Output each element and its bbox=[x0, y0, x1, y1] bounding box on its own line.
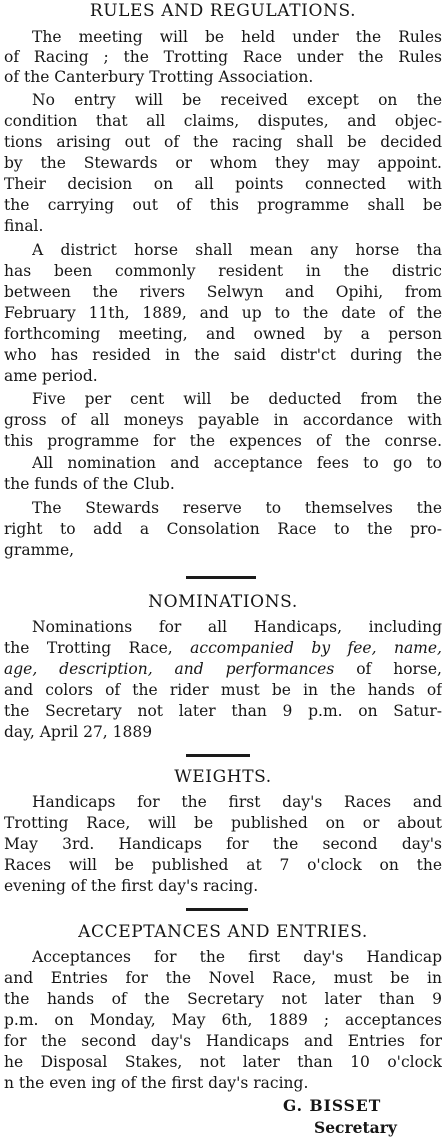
rules-line: right to add a Consolation Race to the pro- bbox=[4, 520, 442, 538]
nominations-text: the Trotting Race, bbox=[4, 639, 191, 657]
nominations-line: the Secretary not later than 9 p.m. on Satur- bbox=[4, 702, 442, 720]
signature-title: Secretary bbox=[314, 1118, 397, 1137]
weights-line: Trotting Race, will be published on or about bbox=[4, 814, 442, 832]
rules-line: tions arising out of the racing shall be decided bbox=[4, 133, 442, 151]
rules-line: of the Canterbury Trotting Association. bbox=[4, 68, 314, 86]
nominations-emphasis: accompanied by fee, name, bbox=[190, 639, 442, 657]
rules-line: final. bbox=[4, 217, 44, 235]
rules-line: this programme for the expences of the conrse. bbox=[4, 432, 442, 450]
acceptances-line: n the even ing of the first day's racing. bbox=[4, 1074, 309, 1092]
rules-line: the carrying out of this programme shall be bbox=[4, 196, 442, 214]
section-divider bbox=[186, 908, 248, 911]
rules-line: forthcoming meeting, and owned by a person bbox=[4, 325, 442, 343]
rules-line: ame period. bbox=[4, 367, 98, 385]
nominations-line: day, April 27, 1889 bbox=[4, 723, 153, 741]
rules-line: Five per cent will be deducted from the bbox=[32, 390, 442, 408]
rules-line: February 11th, 1889, and up to the date of the bbox=[4, 304, 442, 322]
rules-line: of Racing ; the Trotting Race under the Rules bbox=[4, 48, 442, 66]
weights-line: evening of the first day's racing. bbox=[4, 877, 259, 895]
signature-name: G. BISSET bbox=[283, 1096, 382, 1115]
section-divider bbox=[186, 754, 250, 757]
rules-heading: RULES AND REGULATIONS. bbox=[89, 1, 357, 21]
section-divider bbox=[186, 576, 256, 579]
rules-line: The meeting will be held under the Rules bbox=[32, 28, 442, 46]
rules-line: has been commonly resident in the distric bbox=[4, 262, 442, 280]
rules-line: Their decision on all points connected with bbox=[4, 175, 442, 193]
weights-line: Handicaps for the first day's Races and bbox=[32, 793, 442, 811]
rules-line: the funds of the Club. bbox=[4, 475, 175, 493]
rules-line: gross of all moneys payable in accordance with bbox=[4, 411, 442, 429]
acceptances-line: p.m. on Monday, May 6th, 1889 ; acceptances bbox=[4, 1011, 442, 1029]
acceptances-line: for the second day's Handicaps and Entries for bbox=[4, 1032, 442, 1050]
acceptances-heading: ACCEPTANCES AND ENTRIES. bbox=[78, 922, 368, 942]
rules-line: A district horse shall mean any horse tha bbox=[32, 241, 442, 259]
rules-line: by the Stewards or whom they may appoint. bbox=[4, 154, 442, 172]
rules-line: gramme, bbox=[4, 541, 75, 559]
rules-line: who has resided in the said distr'ct during the bbox=[4, 346, 442, 364]
rules-line: condition that all claims, disputes, and objec- bbox=[4, 112, 442, 130]
acceptances-line: Acceptances for the first day's Handicap bbox=[32, 948, 442, 966]
rules-line: between the rivers Selwyn and Opihi, from bbox=[4, 283, 442, 301]
nominations-text: of horse, bbox=[334, 660, 442, 678]
rules-line: No entry will be received except on the bbox=[32, 91, 442, 109]
rules-line: All nomination and acceptance fees to go to bbox=[32, 454, 442, 472]
acceptances-line: the hands of the Secretary not later than 9 bbox=[4, 990, 442, 1008]
nominations-line bbox=[4, 659, 442, 679]
nominations-emphasis: age, description, and performances bbox=[4, 660, 335, 678]
acceptances-line: he Disposal Stakes, not later than 10 o'clock bbox=[4, 1053, 442, 1071]
acceptances-line: and Entries for the Novel Race, must be in bbox=[4, 969, 442, 987]
nominations-heading: NOMINATIONS. bbox=[148, 592, 298, 612]
weights-heading: WEIGHTS. bbox=[174, 767, 272, 787]
rules-line: The Stewards reserve to themselves the bbox=[32, 499, 442, 517]
weights-line: May 3rd. Handicaps for the second day's bbox=[4, 835, 442, 853]
nominations-line: Nominations for all Handicaps, including bbox=[32, 618, 442, 636]
nominations-line bbox=[4, 638, 442, 658]
nominations-line: and colors of the rider must be in the hands of bbox=[4, 681, 442, 699]
weights-line: Races will be published at 7 o'clock on the bbox=[4, 856, 442, 874]
